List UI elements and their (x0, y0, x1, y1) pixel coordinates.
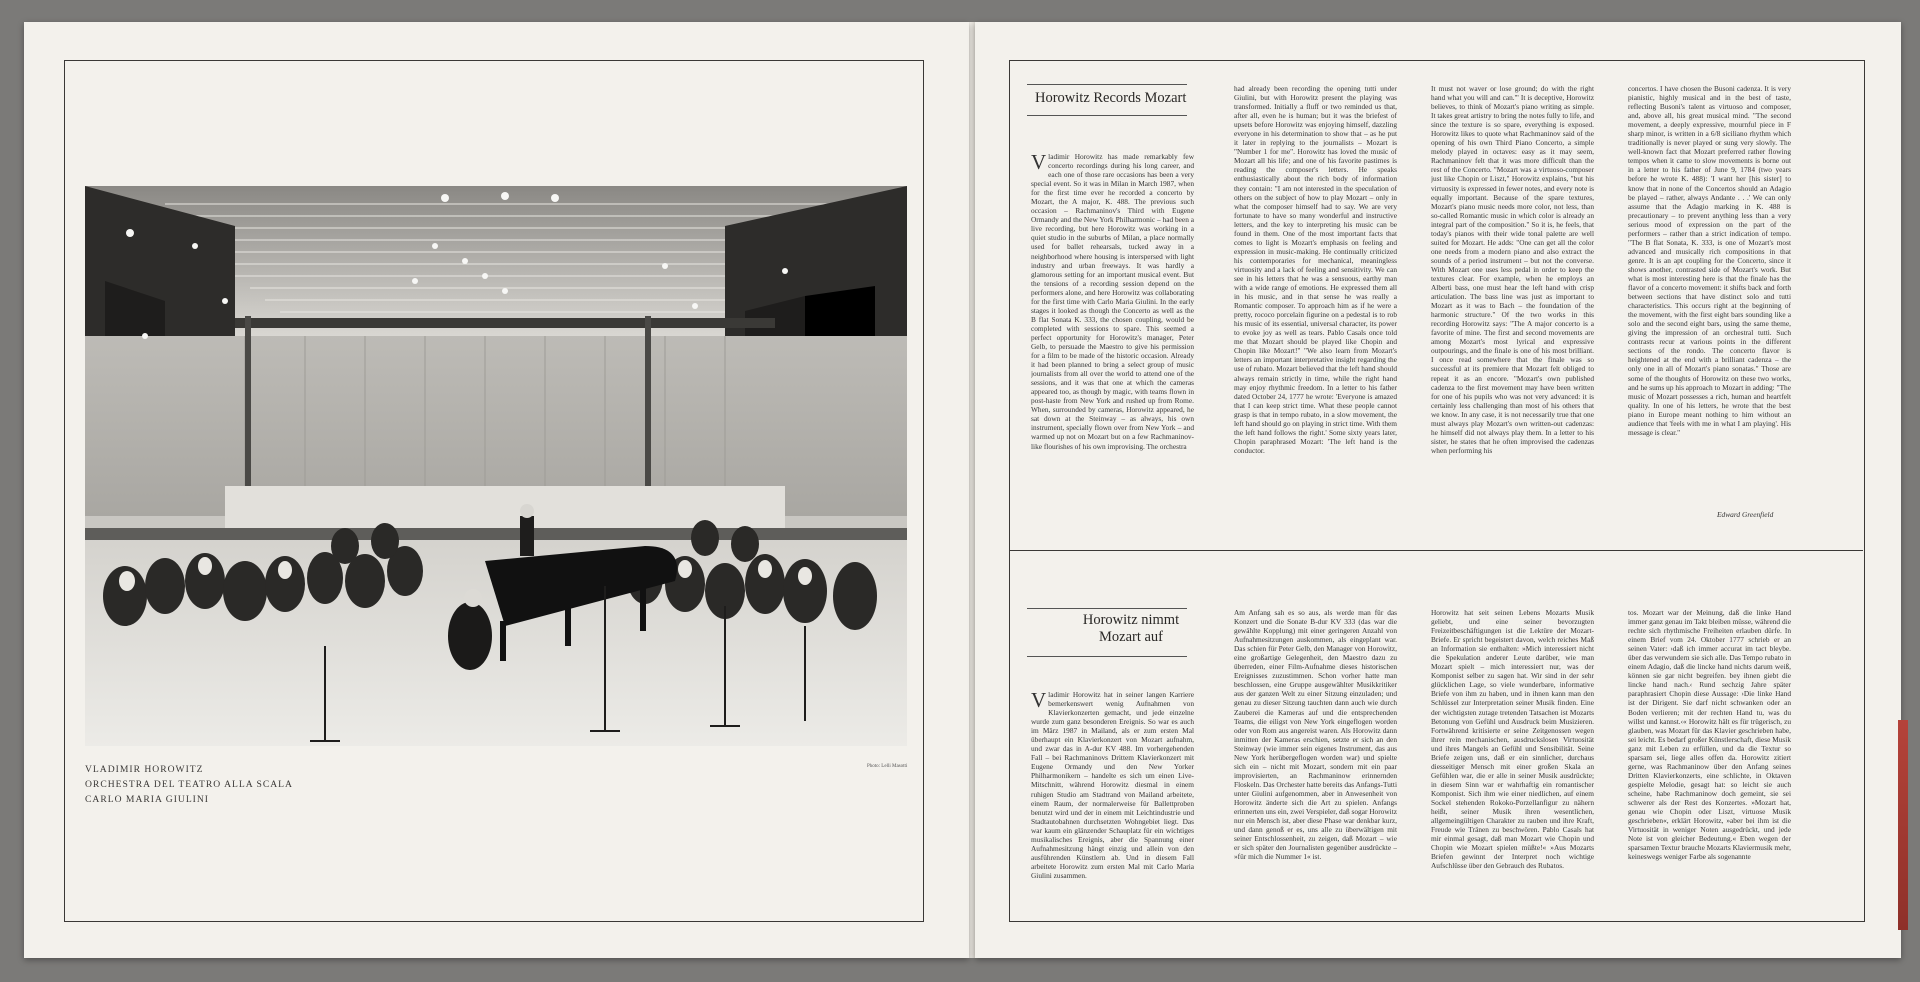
english-text-1: ladimir Horowitz has made remarkably few concerto recordings during his long career, and each one of those rare occasions has been a very special event. So it was in Milan in March 1987, when for the first time ever he recorded a concerto by Mozart, the A major, K. 488. The previous such occasion – Rachmaninov's Third with Eugene Ormandy and the New York Philharmonic – had been a live recording, but here Horowitz was working in a quiet studio in the suburbs of Milan, a place normally used for ballet rehearsals, tucked away in a neighborhood where housing is interspersed with light industry and urban freeways. It was hardly a glamorous setting for an important musical event. But the tensions of a recording session depend on the performers alone, and here Horowitz was collaborating for the first time with Carlo Maria Giulini. In the early stages it looked as though the Concerto as well as the B flat Sonata K. 333, the chosen coupling, would be completed with sessions to spare. This seemed a perfect opportunity for Horowitz's manager, Peter Gelb, to persuade the Maestro to give his permission for a film to be made of the historic occasion. Already it had been planned to bring a select group of music journalists from all over the world to attend one of the sessions, and it was that one at which the cameras appeared too, as though by magic, with teams flown in post-haste from New York and rushed up from Rome. When, surrounded by cameras, Horowitz appeared, he sat down at the Steinway – as always, his own instrument, specially flown over from New York – and warmed up not on Mozart but on a few Rachmaninov-like flourishes of his own improvising. The orchestra (1031, 152, 1194, 451)
heading-rule-top (1027, 84, 1187, 85)
orchestra-recording-photo (85, 186, 907, 746)
section-divider (1009, 550, 1863, 551)
german-column-1 (1031, 690, 1194, 915)
english-column-4: concertos. I have chosen the Busoni cadenza. It is very pianistic, highly musical and in the best of taste, reflecting Busoni's talent as virtuoso and composer, and, above all, his great musical mind. "The second movement, a deeply expressive, mournful piece in F sharp minor, is written in a 6/8 siciliano rhythm which traditionally is never played or sung very slowly. The well-known fact that Mozart preferred rather flowing tempos when it came to slow movements is borne out in a letter to his father of June 9, 1784 (two years before he wrote K. 488): 'I want her [his sister] to know that in none of the Concertos should an Adagio be played – rather, always Andante . . .' We can only assume that the Adagio marking in K. 488 is precautionary – to prevent anything less than a very serious mood of expression on the part of the performers – rather than a strict indication of tempo. "The B flat Sonata, K. 333, is one of Mozart's most advanced and musically rich compositions in that genre. It is an apt coupling for the Concerto, since it shows another, contrasted side of Mozart's work. But what is most interesting here is that the finale has the flavor of a concerto movement: it shifts back and forth between sections that have distinct solo and tutti characteristics. This occurs right at the beginning of the movement, with the first eight bars sounding like a solo and the second eight bars, using the same theme, giving the impression of an orchestral tutti. Such contrasts recur at various points in the different sections of the rondo. The concerto flavor is heightened at the end with a brilliant cadenza – the only one in all of Mozart's piano sonatas." Those are some of the thoughts of Horowitz on these two works, and he sums up his approach to Mozart in adding: "The music of Mozart possesses a rich, human and heartfelt quality. In one of his letters, he wrote that the best piano in Europe meant nothing to him without an audience that 'feels with me in what I am playing'. His message is clear." (1628, 84, 1791, 437)
caption-conductor: CARLO MARIA GIULINI (85, 794, 209, 805)
english-column-3: It must not waver or lose ground; do with the right hand what you will and can.'" It is deceptive, Horowitz believes, to think of Mozart's piano writing as simple. It takes great artistry to bring the notes fully to life, and since the texture is so spare, everything is exposed. Horowitz likes to quote what Rachmaninov said of the opening of his own Third Piano Concerto, a simple melody played in octaves: easy as it may seem, Rachmaninov felt that it was more difficult than the rest of the Concerto. "Mozart was a virtuoso-composer just like Chopin or Liszt," Horowitz explains, "but his virtuosity is expressed in fewer notes, and every note is equally important. Because of the spare textures, Mozart's piano music needs more color, not less, than so-called Romantic music in which color is already an integral part of the composition." So it is, he feels, that today's pianos with their wide tonal palette are well suited for Mozart. He adds: "One can get all the color one needs from a modern piano and also extract the sounds of a period instrument – but not the converse. With Mozart one uses less pedal in order to keep the textures clear. For example, when he employs an Alberti bass, one must hear the left hand with crisp articulation. The bass line was just as important to Mozart as it was to Bach – the foundation of the harmonic structure." Of the two works in this recording Horowitz says: "The A major concerto is a favorite of mine. The first and second movements are among Mozart's most lyrical and expressive outpourings, and the finale is one of his most brilliant. I once read somewhere that the finale was so successful at its premiere that Mozart felt obliged to repeat it as an encore. "Mozart's own published cadenza to the first movement may have been written for one of his pupils who was not very advanced: it is certainly less challenging than most of his others that we know. In any case, it is not necessarily true that one must always play Mozart's own written-out cadenzas: he himself did not always play them. In a letter to his sister, he states that he often improvised the cadenzas when performing his (1431, 84, 1594, 455)
german-heading-line-2: Mozart auf (1098, 629, 1163, 645)
german-heading-rule-bottom (1027, 656, 1187, 657)
german-heading-line-1: Horowitz nimmt (1082, 612, 1180, 628)
caption-pianist: VLADIMIR HOROWITZ (85, 764, 204, 775)
album-edge-strip (1898, 720, 1908, 930)
english-heading: Horowitz Records Mozart (1035, 90, 1187, 106)
caption-orchestra: ORCHESTRA DEL TEATRO ALLA SCALA (85, 779, 293, 790)
german-heading-rule-top (1027, 608, 1187, 609)
photo-credit: Photo: Lelli Masotti (867, 764, 908, 769)
english-column-2: had already been recording the opening tutti under Giulini, but with Horowitz present the playing was transformed. Initially a fluff or two reminded us that, after all, even he is human; but it was the briefest of upsets before Horowitz was enjoying himself, dazzling everyone in his determination to show that – as he put it later in replying to the journalists – Mozart is "Number 1 for me". Horowitz has loved the music of Mozart all his life; and one of his favorite pastimes is reading the composer's letters. He speaks enthusiastically about the rich body of information they contain: "I am not interested in the speculation of others on the subject of how to play Mozart – only in what the composer himself had to say. We are very fortunate to have so many wonderful and instructive letters, and the key to interpreting his music can be found in them. One of the most important facts that comes to light is Mozart's emphasis on feeling and expression in music-making. He continually criticized his contemporaries for mechanical, meaningless virtuosity and a lack of feeling and sensitivity. We can see in his letters that he was a sensuous, earthy man with a wide range of emotions. He expressed them all in his music, and in that sense he was really a Romantic composer. To approach him as if he were a pretty, rococo porcelain figurine on a pedestal is to rob his music of its essential, universal character, its power to evoke joy as well as tears. Pablo Casals once told me that Mozart should be played like Chopin and Chopin like Mozart!" "We also learn from Mozart's letters an important interpretative insight regarding the use of rubato. Mozart believed that the left hand should always remain strictly in time, while the right hand may enjoy rhythmic freedom. In a letter to his father dated October 24, 1777 he wrote: 'Everyone is amazed that I can keep strict time. What these people cannot grasp is that in tempo rubato, in a slow movement, the left hand should go on playing in strict time. With them the left hand follows the right.' Some sixty years later, Chopin paraphrased Mozart: 'The left hand is the conductor. (1234, 84, 1397, 455)
german-column-3: Horowitz hat seit seinen Lebens Mozarts Musik geliebt, und eine seiner bevorzugten Freizeitbeschäftigungen ist die Lektüre der Mozart-Briefe. Er spricht begeistert davon, welch reiches Maß an Information sie enthalten: »Mich interessiert nicht die Spekulation anderer Leute darüber, wie man Mozart spielt – mich interessiert nur, was der Komponist selber zu sagen hat. Wir sind in der sehr glücklichen Lage, so viele wunderbare, informative Briefe von ihm zu haben, und in ihnen kann man den Schlüssel zur Interpretation seiner Musik finden. Eine der wichtigsten zutage tretenden Tatsachen ist Mozarts Betonung von Gefühl und Ausdruck beim Musizieren. Fortwährend kritisierte er seine Zeitgenossen wegen ihrer rein mechanischen, ausdruckslosen Virtuosität und ihres Mangels an Gefühl und Sensibilität. Seine Briefe zeigen uns, daß er ein sinnlicher, durchaus diesseitiger Mensch mit einer großen Skala an Gefühlen war, die er alle in seiner Musik ausdrückte; in diesem Sinn war er wahrhaftig ein romantischer Komponist. Sich ihm wie einer niedlichen, auf einem Sockel stehenden Rokoko-Porzellanfigur zu nähern heißt, seiner Musik ihren wesentlichen, allgemeingültigen Charakter zu rauben und ihre Kraft, Freude wie Tränen zu beschwören. Pablo Casals hat mir einmal gesagt, daß man Mozart wie Chopin und Chopin wie Mozart spielen müßte!« »Aus Mozarts Briefen gewinnt der Interpret noch wichtige Aufschlüsse über den Gebrauch des Rubatos. (1431, 608, 1594, 871)
author-signature: Edward Greenfield (1717, 510, 1774, 519)
german-heading (1071, 612, 1191, 646)
german-drop-cap: V (1031, 690, 1047, 712)
heading-rule-bottom (1027, 115, 1187, 116)
german-text-1: ladimir Horowitz hat in seiner langen Karriere bemerkenswert wenig Aufnahmen von Klavierkonzerten gemacht, und jede einzelne wurde zum ganz besonderen Ereignis. So war es auch im März 1987 in Mailand, als er zum ersten Mal überhaupt ein Klavierkonzert von Mozart aufnahm, und zwar das in A-dur KV 488. Im vorhergehenden Fall – bei Rachmaninovs Drittem Klavierkonzert mit Eugene Ormandy und den New Yorker Philharmonikern – handelte es sich um einen Live-Mitschnitt, während Horowitz diesmal in einem ruhigen Studio am Stadtrand von Mailand arbeitete, einem Raum, der normalerweise für Ballettproben benutzt wird und der in einem mit Leichtindustrie und Stadtautobahnen durchsetzten Wohngebiet liegt. Das war kaum ein glänzender Schauplatz für ein wichtiges musikalisches Ereignis, aber die Spannung einer Aufnahmesitzung hängt einzig und allein von den ausführenden Künstlern ab. Und in diesem Fall arbeitete Horowitz zum ersten Mal mit Carlo Maria Giulini zusammen. (1031, 690, 1194, 880)
right-page (975, 22, 1901, 958)
german-column-2: Am Anfang sah es so aus, als werde man für das Konzert und die Sonate B-dur KV 333 (das war die gewählte Kopplung) mit einer geringeren Anzahl von Aufnahmesitzungen auskommen, als eingeplant war. Das schien für Peter Gelb, den Manager von Horowitz, eine großartige Gelegenheit, den Maestro dazu zu überreden, einer Film-Aufnahme dieses historischen Ereignisses zuzustimmen. Schon vorher hatte man beschlossen, eine Gruppe ausgewählter Musikkritiker aus der ganzen Welt zu einer Sitzung einzuladen; und genau zu dieser Sitzung tauchten dann auch wie durch Zauberei die Kameras auf und die entsprechenden Teams, die eiligst von New York eingeflogen worden oder von Rom aus angereist waren. Als Horowitz dann inmitten der Kameras erschien, setzte er sich an den Steinway (wie immer sein eigenes Instrument, das aus New York herübergeflogen worden war) und spielte sich ein – nicht mit Mozart, sondern mit ein paar improvisierten, an Rachmaninow erinnernden Floskeln. Das Orchester hatte bereits das Anfangs-Tutti unter Giulini aufgenommen, aber in Anwesenheit von Horowitz änderte sich die Art zu spielen. Anfangs erinnerten uns ein, zwei Verspieler, daß sogar Horowitz nur ein Mensch ist, aber diese Phase war denkbar kurz, und dann genoß er es, uns alle zu überwältigen mit seiner Entschlossenheit, zu zeigen, daß Mozart – wie er sich später den Journalisten gegenüber ausdrückte – »für mich die Nummer 1« ist. (1234, 608, 1397, 862)
english-column-1 (1031, 152, 1194, 544)
drop-cap: V (1031, 152, 1047, 174)
album-caption (85, 762, 385, 807)
german-column-4: tos. Mozart war der Meinung, daß die linke Hand immer ganz genau im Takt bleiben müsse, während die rechte sich rhythmische Freiheiten erlauben dürfe. In einem Brief vom 24. Oktober 1777 schrieb er an seinen Vater: ›daß ich immer accurat im tact bleybe. über das verwundern sie sich alle. Das Tempo rubato in einem Adagio, daß die lincke hand nichts darum weiß, können sie gar nicht begreifen. bey ihnen giebt die lincke hand nach.‹ Rund sechzig Jahre später paraphrasiert Chopin diese Aussage: ›Die linke Hand ist der Dirigent. Sie darf nicht schwanken oder an Boden verlieren; mit der rechten Hand tu, was du willst und kannst.‹« Horowitz hält es für trügerisch, zu glauben, was Mozart für das Klavier geschrieben habe, sei leicht. Es bedarf großer Künstlerschaft, diese Musik ganz mit Leben zu erfüllen, und da die Textur so sparsam sei, liege alles offen da. Horowitz zitiert gerne, was Rachmaninow über den Anfang seines Dritten Klavierkonzerts, eine schlichte, in Oktaven gespielte Melodie, gesagt hat: so leicht sie auch scheine, habe Rachmaninow doch gemeint, sie sei schwerer als der Rest des Konzertes. »Mozart hat, genau wie Chopin oder Liszt, virtuose Musik geschrieben«, erklärt Horowitz, »aber bei ihm ist die Virtuosität in weniger Noten ausgedrückt, und jede Note ist von gleicher Bedeutung.« Eben wegen der sparsamen Textur brauche Mozarts Klaviermusik mehr, keineswegs weniger Farbe als sogenannte (1628, 608, 1791, 862)
left-page (24, 22, 969, 958)
